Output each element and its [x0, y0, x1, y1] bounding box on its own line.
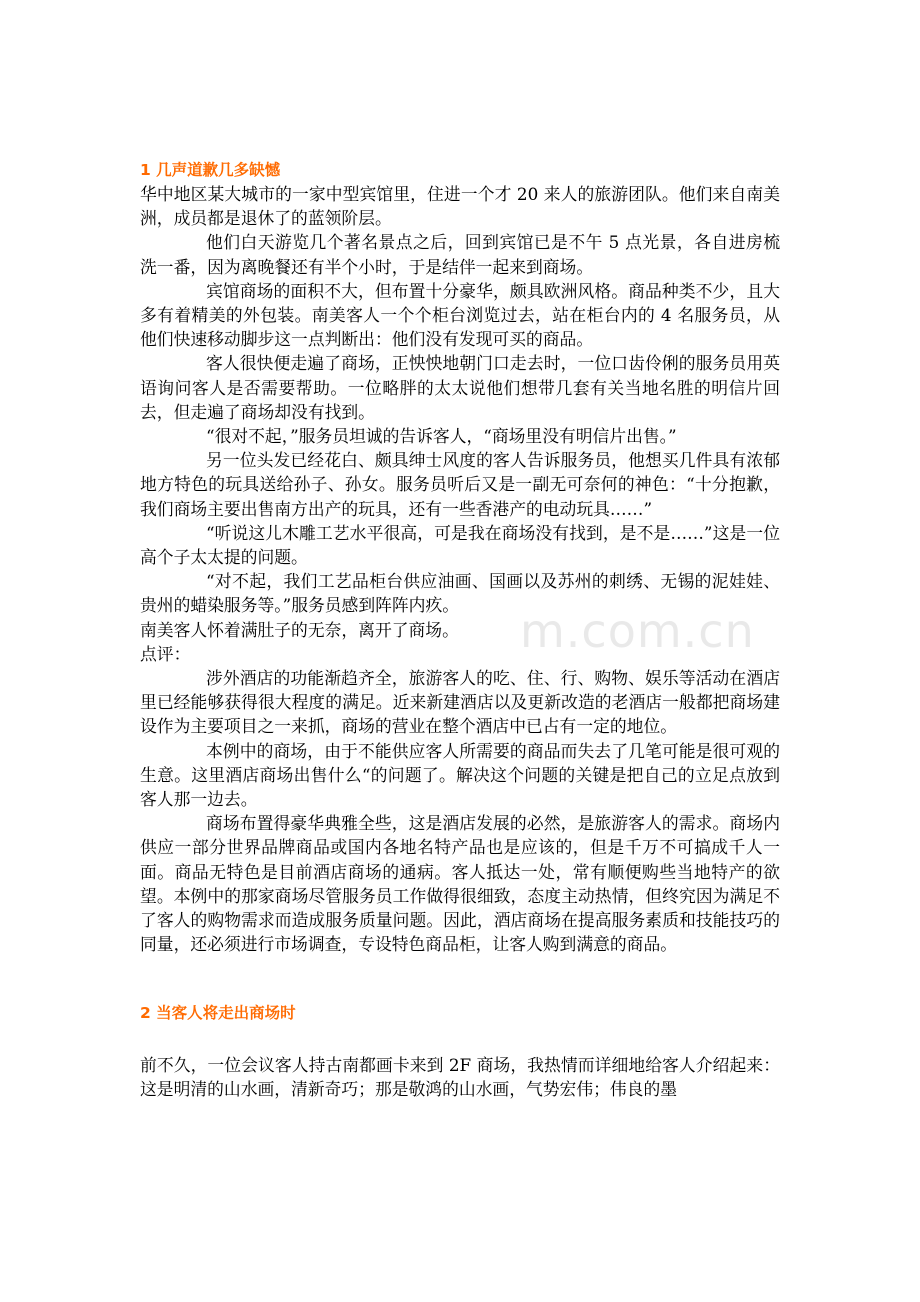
document-body: [140, 158, 780, 1101]
paragraph: 涉外酒店的功能渐趋齐全，旅游客人的吃、住、行、购物、娱乐等活动在酒店里已经能够获得很大程度的满足。近来新建酒店以及更新改造的老酒店一般都把商场建设作为主要项目之一来抓，商场的营业在整个酒店中已占有一定的地位。: [140, 668, 780, 737]
heading-spacer: [140, 1025, 780, 1053]
paragraph: 商场布置得豪华典雅全些，这是酒店发展的必然，是旅游客人的需求。商场内供应一部分世界品牌商品或国内各地名特产品也是应该的，但是千万不可搞成千人一面。商品无特色是目前酒店商场的通病。客人抵达一处，常有顺便购些当地特产的欲望。本例中的那家商场尽管服务员工作做得很细致，态度主动热情，但终究因为满足不了客人的购物需求而造成服务质量问题。因此，酒店商场在提高服务素质和技能技巧的同量，还必须进行市场调查，专设特色商品柜，让客人购到满意的商品。: [140, 813, 780, 955]
paragraph: 华中地区某大城市的一家中型宾馆里，住进一个才 20 来人的旅游团队。他们来自南美洲，成员都是退休了的蓝领阶层。: [140, 184, 780, 229]
paragraph: 他们白天游览几个著名景点之后，回到宾馆已是不午 5 点光景，各自进房梳洗一番，因为离晚餐还有半个小时，于是结伴一起来到商场。: [140, 232, 780, 277]
paragraph: “听说这儿木雕工艺水平很高，可是我在商场没有找到，是不是……”这是一位高个子太太提的问题。: [140, 522, 780, 568]
section-1-heading: 1 几声道歉几多缺憾: [140, 161, 281, 179]
paragraph: 客人很快便走遍了商场，正怏怏地朝门口走去时，一位口齿伶俐的服务员用英语询问客人是否需要帮助。一位略胖的太太说他们想带几套有关当地名胜的明信片回去，但走遍了商场却没有找到。: [140, 353, 780, 422]
section-2-body: [140, 1053, 780, 1101]
paragraph: 南美客人怀着满肚子的无奈，离开了商场。: [140, 619, 459, 640]
paragraph: 宾馆商场的面积不大，但布置十分豪华，颇具欧洲风格。商品种类不少，且大多有着精美的外包装。南美客人一个个柜台浏览过去，站在柜台内的 4 名服务员，从他们快速移动脚步这一点判断出：他们没有发现可买的商品。: [140, 280, 780, 350]
watermark: m.com.cn: [520, 604, 755, 658]
paragraph: “很对不起，”服务员坦诚的告诉客人，“商场里没有明信片出售。”: [206, 426, 677, 447]
paragraph: 点评：: [140, 643, 191, 664]
paragraph: 本例中的商场，由于不能供应客人所需要的商品而失去了几笔可能是很可观的生意。这里酒店商场出售什么“的问题了。解决这个问题的关键是把自己的立足点放到客人那一边去。: [140, 740, 780, 810]
paragraph: 另一位头发已经花白、颇具绅士风度的客人告诉服务员，他想买几件具有浓郁地方特色的玩具送给孙子、孙女。服务员听后又是一副无可奈何的神色：“十分抱歉，我们商场主要出售南方出产的玩具，还有一些香港产的电动玩具……”: [140, 450, 780, 519]
section-1-body: [140, 182, 780, 957]
section-spacer: [140, 957, 780, 1001]
paragraph: 前不久，一位会议客人持古南都画卡来到 2F 商场，我热情而详细地给客人介绍起来：这是明清的山水画，清新奇巧；那是敬鸿的山水画，气势宏伟；伟良的墨: [140, 1054, 780, 1099]
paragraph: “对不起，我们工艺品柜台供应油画、国画以及苏州的刺绣、无锡的泥娃娃、贵州的蜡染服务等。”服务员感到阵阵内疚。: [140, 571, 780, 616]
section-2-heading: 2 当客人将走出商场时: [140, 1003, 296, 1022]
